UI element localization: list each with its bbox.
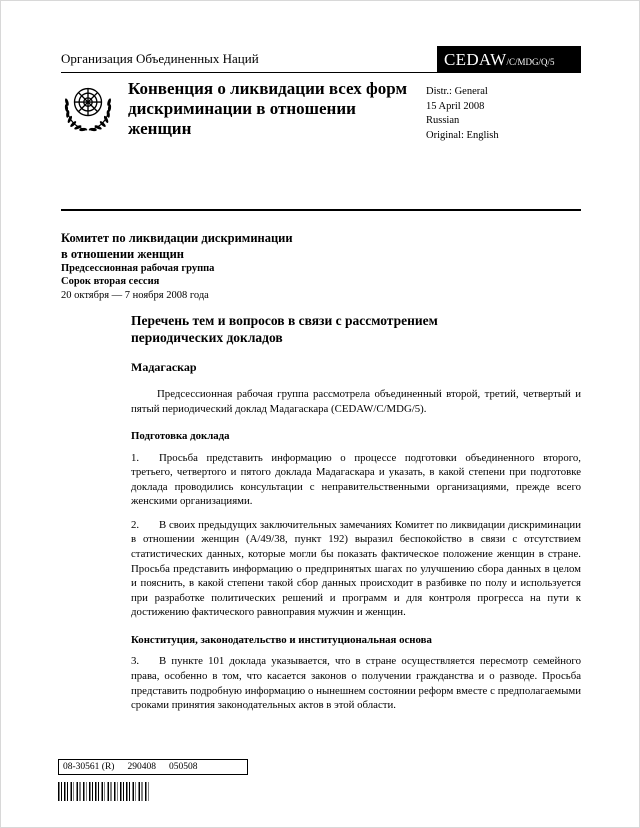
convention-title: Конвенция о ликвидации всех форм дискриминации в отношении женщин (128, 79, 408, 139)
working-group: Предсессионная рабочая группа (61, 263, 215, 275)
organization-name: Организация Объединенных Наций (61, 51, 259, 66)
un-emblem-icon (61, 81, 115, 135)
page-title: Перечень тем и вопросов в связи с рассмотрением периодических докладов (131, 313, 438, 345)
paragraph-2-text: В своих предыдущих заключительных замечаниях Комитет по ликвидации дискриминации в отношении женщин (A/49/38, пункт 192) выразил беспокойство в связи с отсутствием статистических данных, которые могли бы показать фактическое положение женщин в стране. Просьба представить информацию о предпринятых шагах по улучшению сбора данных в целом и пояснить, в какой степени такой сбор данных происходит в разбивке по полу и используется при разработке политических решений и программ и для контроля прогресса на пути к достижению фактического равноправия мужчин и женщин. (131, 518, 581, 619)
paragraph-2 (131, 518, 581, 620)
paragraph-3-text: В пункте 101 доклада указывается, что в стране осуществляется пересмотр семейного права, особенно в том, что касается законов о получении гражданства и о разводе. Просьба представить подробную информацию о нынешнем состоянии реформ вместе с предполагаемыми сроками принятия законодательных актов в этой области. (131, 655, 581, 712)
committee-name-line2: в отношении женщин (61, 246, 184, 261)
original-line: Original: English (426, 130, 499, 142)
footer-code-2: 050508 (168, 762, 198, 772)
header-rule (61, 72, 581, 73)
document-body (131, 313, 581, 722)
footer-document-number-box (58, 759, 248, 775)
paragraph-1-text: Просьба представить информацию о процессе подготовки объединенного второго, третьего, четвертого и пятого доклада Мадагаскара и указать, в какой степени при подготовке доклада проводились консультации с неправительственными организациями, прежде всего женскими организациями. (131, 451, 581, 508)
distribution-block (426, 85, 499, 144)
date-line: 15 April 2008 (426, 100, 485, 112)
main-rule (61, 209, 581, 211)
session-dates: 20 октября — 7 ноября 2008 года (61, 289, 209, 301)
intro-paragraph: Предсессионная рабочая группа рассмотрела объединенный второй, третий, четвертый и пятый периодический доклад Мадагаскара (CEDAW/C/MDG/5). (131, 387, 581, 415)
footer-code-1: 290408 (127, 762, 156, 772)
section-heading-constitution: Конституция, законодательство и институциональная основа (131, 633, 432, 646)
paragraph-3-number: 3. (131, 655, 140, 668)
paragraph-3 (131, 654, 581, 712)
distr-line: Distr.: General (426, 86, 488, 97)
section-heading-report-preparation: Подготовка доклада (131, 430, 230, 443)
paragraph-1 (131, 451, 581, 509)
document-symbol-suffix: /C/MDG/Q/5 (506, 57, 555, 67)
paragraph-1-number: 1. (131, 451, 140, 464)
committee-block (61, 231, 293, 302)
session-title: Сорок вторая сессия (61, 276, 160, 288)
language-line: Russian (426, 115, 460, 127)
committee-name-line1: Комитет по ликвидации дискриминации (61, 231, 293, 245)
document-symbol-box (437, 46, 581, 73)
paragraph-2-number: 2. (131, 518, 140, 531)
country-heading: Мадагаскар (131, 359, 197, 374)
document-symbol-main: CEDAW (444, 50, 507, 69)
barcode (58, 782, 150, 801)
footer-document-number: 08-30561 (R) (63, 762, 115, 772)
